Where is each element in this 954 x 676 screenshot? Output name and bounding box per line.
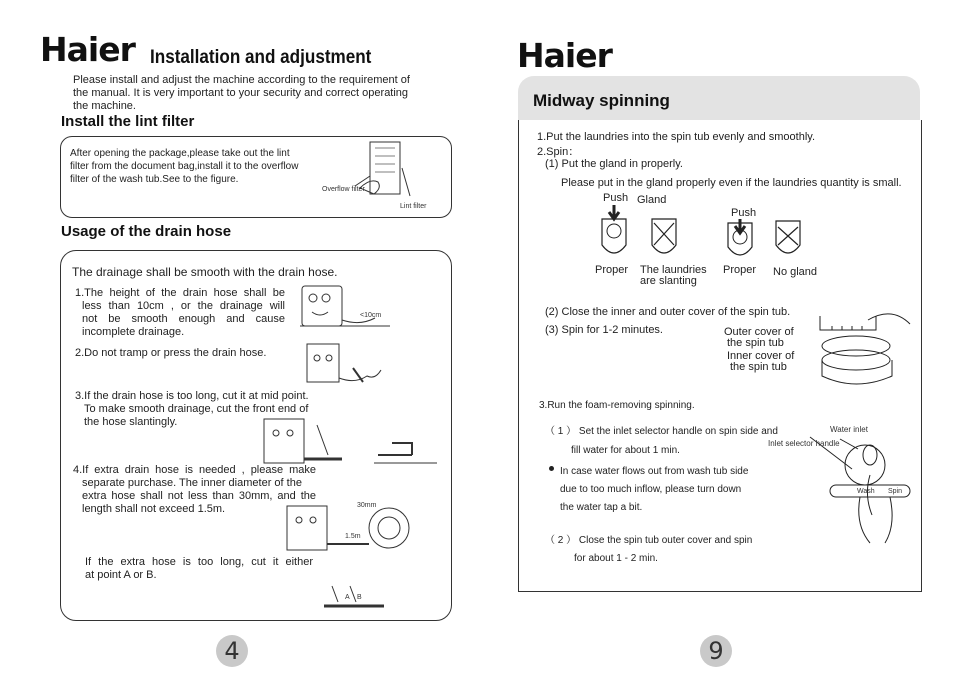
gland-proper-figure: [602, 205, 626, 253]
water-inlet-label: Water inlet: [830, 425, 868, 434]
caption-proper-2: Proper: [723, 264, 757, 276]
step-3-2: （ 2 ） Close the spin tub outer cover and spin for about 1 - 2 min.: [545, 535, 753, 564]
lint-filter-text: After opening the package,please take out the lint filter from the document bag,install it to the overflow filter of the wash tub.See to the figure.: [70, 148, 299, 185]
inlet-selector-label: Inlet selector handle: [768, 439, 840, 448]
gland-label: Gland: [637, 194, 667, 206]
lint-heading: Install the lint filter: [61, 113, 195, 130]
step-3-1: （ 1 ） Set the inlet selector handle on spin side and fill water for about 1 min.: [545, 426, 778, 456]
wash-label: Wash: [857, 488, 875, 495]
page-title: Installation and adjustment: [150, 47, 372, 68]
gland-proper-figure-2: [728, 219, 752, 255]
length-label: 1.5m: [345, 533, 361, 540]
drain-height-illustration: [300, 282, 395, 332]
lint-filter-label: Lint filter: [400, 203, 427, 210]
diameter-label: 30mm: [357, 502, 377, 509]
drain-item-2: 2.Do not tramp or press the drain hose.: [75, 347, 267, 359]
drain-item-4: 4.If extra drain hose is needed , please make separate purchase. The inner diameter of the extra hose shall not less than 30mm, and the length shall not exceed 1.5m.: [73, 464, 316, 515]
cut-point-illustration: [320, 582, 390, 610]
drain-item-5: If the extra hose is too long, cut it either at point A or B.: [85, 556, 313, 581]
haier-logo: Haier: [40, 30, 135, 69]
spin-label: Spin: [888, 488, 903, 495]
step-2-3: (3) Spin for 1-2 minutes.: [545, 324, 663, 336]
page-number-left: 4: [216, 635, 248, 667]
caption-proper-1: Proper: [595, 264, 629, 276]
step-3-bullet: In case water flows out from wash tub side due to too much inflow, please turn down the water tap a bit.: [560, 466, 749, 513]
step-2-2: (2) Close the inner and outer cover of the spin tub.: [545, 306, 791, 318]
step-2: 2.Spin：: [537, 146, 580, 158]
inner-cover-label: Inner cover of the spin tub: [727, 350, 795, 373]
point-b-label: B: [357, 594, 362, 601]
overflow-filter-label: Overflow filter: [322, 186, 365, 193]
no-gland-figure: [776, 221, 800, 253]
drain-heading: Usage of the drain hose: [61, 223, 232, 240]
outer-cover-label: Outer cover of the spin tub: [724, 326, 794, 349]
push-label-2: Push: [731, 207, 757, 219]
drain-item-3: 3.If the drain hose is too long, cut it at mid point. To make smooth drainage, cut the front end of the hose slantingly.: [75, 390, 309, 428]
extra-hose-illustration: [285, 500, 425, 555]
caption-no-gland: No gland: [773, 266, 818, 278]
intro-text: Please install and adjust the machine according to the requirement of the manual. It is very important to your security and correct operating the machine.: [73, 74, 410, 112]
gland-figures: [596, 205, 811, 263]
step-1: 1.Put the laundries into the spin tub evenly and smoothly.: [537, 131, 816, 143]
gland-slanting-figure: [652, 219, 676, 253]
spin-tub-cover-illustration: [812, 306, 917, 396]
step-2-1: (1) Put the gland in properly.: [545, 158, 683, 170]
step-2-note: Please put in the gland properly even if the laundries quantity is small.: [561, 177, 902, 189]
bullet-dot: [549, 466, 554, 471]
page-number-right: 9: [700, 635, 732, 667]
drain-item-1: 1.The height of the drain hose shall be less than 10cm , or the drainage will not be smooth enough and cause incomplete drainage.: [75, 287, 285, 338]
point-a-label: A: [345, 594, 350, 601]
step-3: 3.Run the foam-removing spinning.: [539, 400, 695, 411]
haier-logo-right: Haier: [517, 36, 612, 75]
caption-slanting: The laundries are slanting: [640, 264, 707, 287]
height-label: <10cm: [360, 312, 382, 319]
tramp-illustration: [305, 340, 385, 390]
drain-intro: The drainage shall be smooth with the drain hose.: [72, 265, 338, 279]
cut-hose-illustration: [262, 415, 437, 467]
push-label-1: Push: [603, 192, 629, 204]
section-title: Midway spinning: [533, 91, 670, 110]
lint-filter-illustration: [330, 138, 440, 210]
